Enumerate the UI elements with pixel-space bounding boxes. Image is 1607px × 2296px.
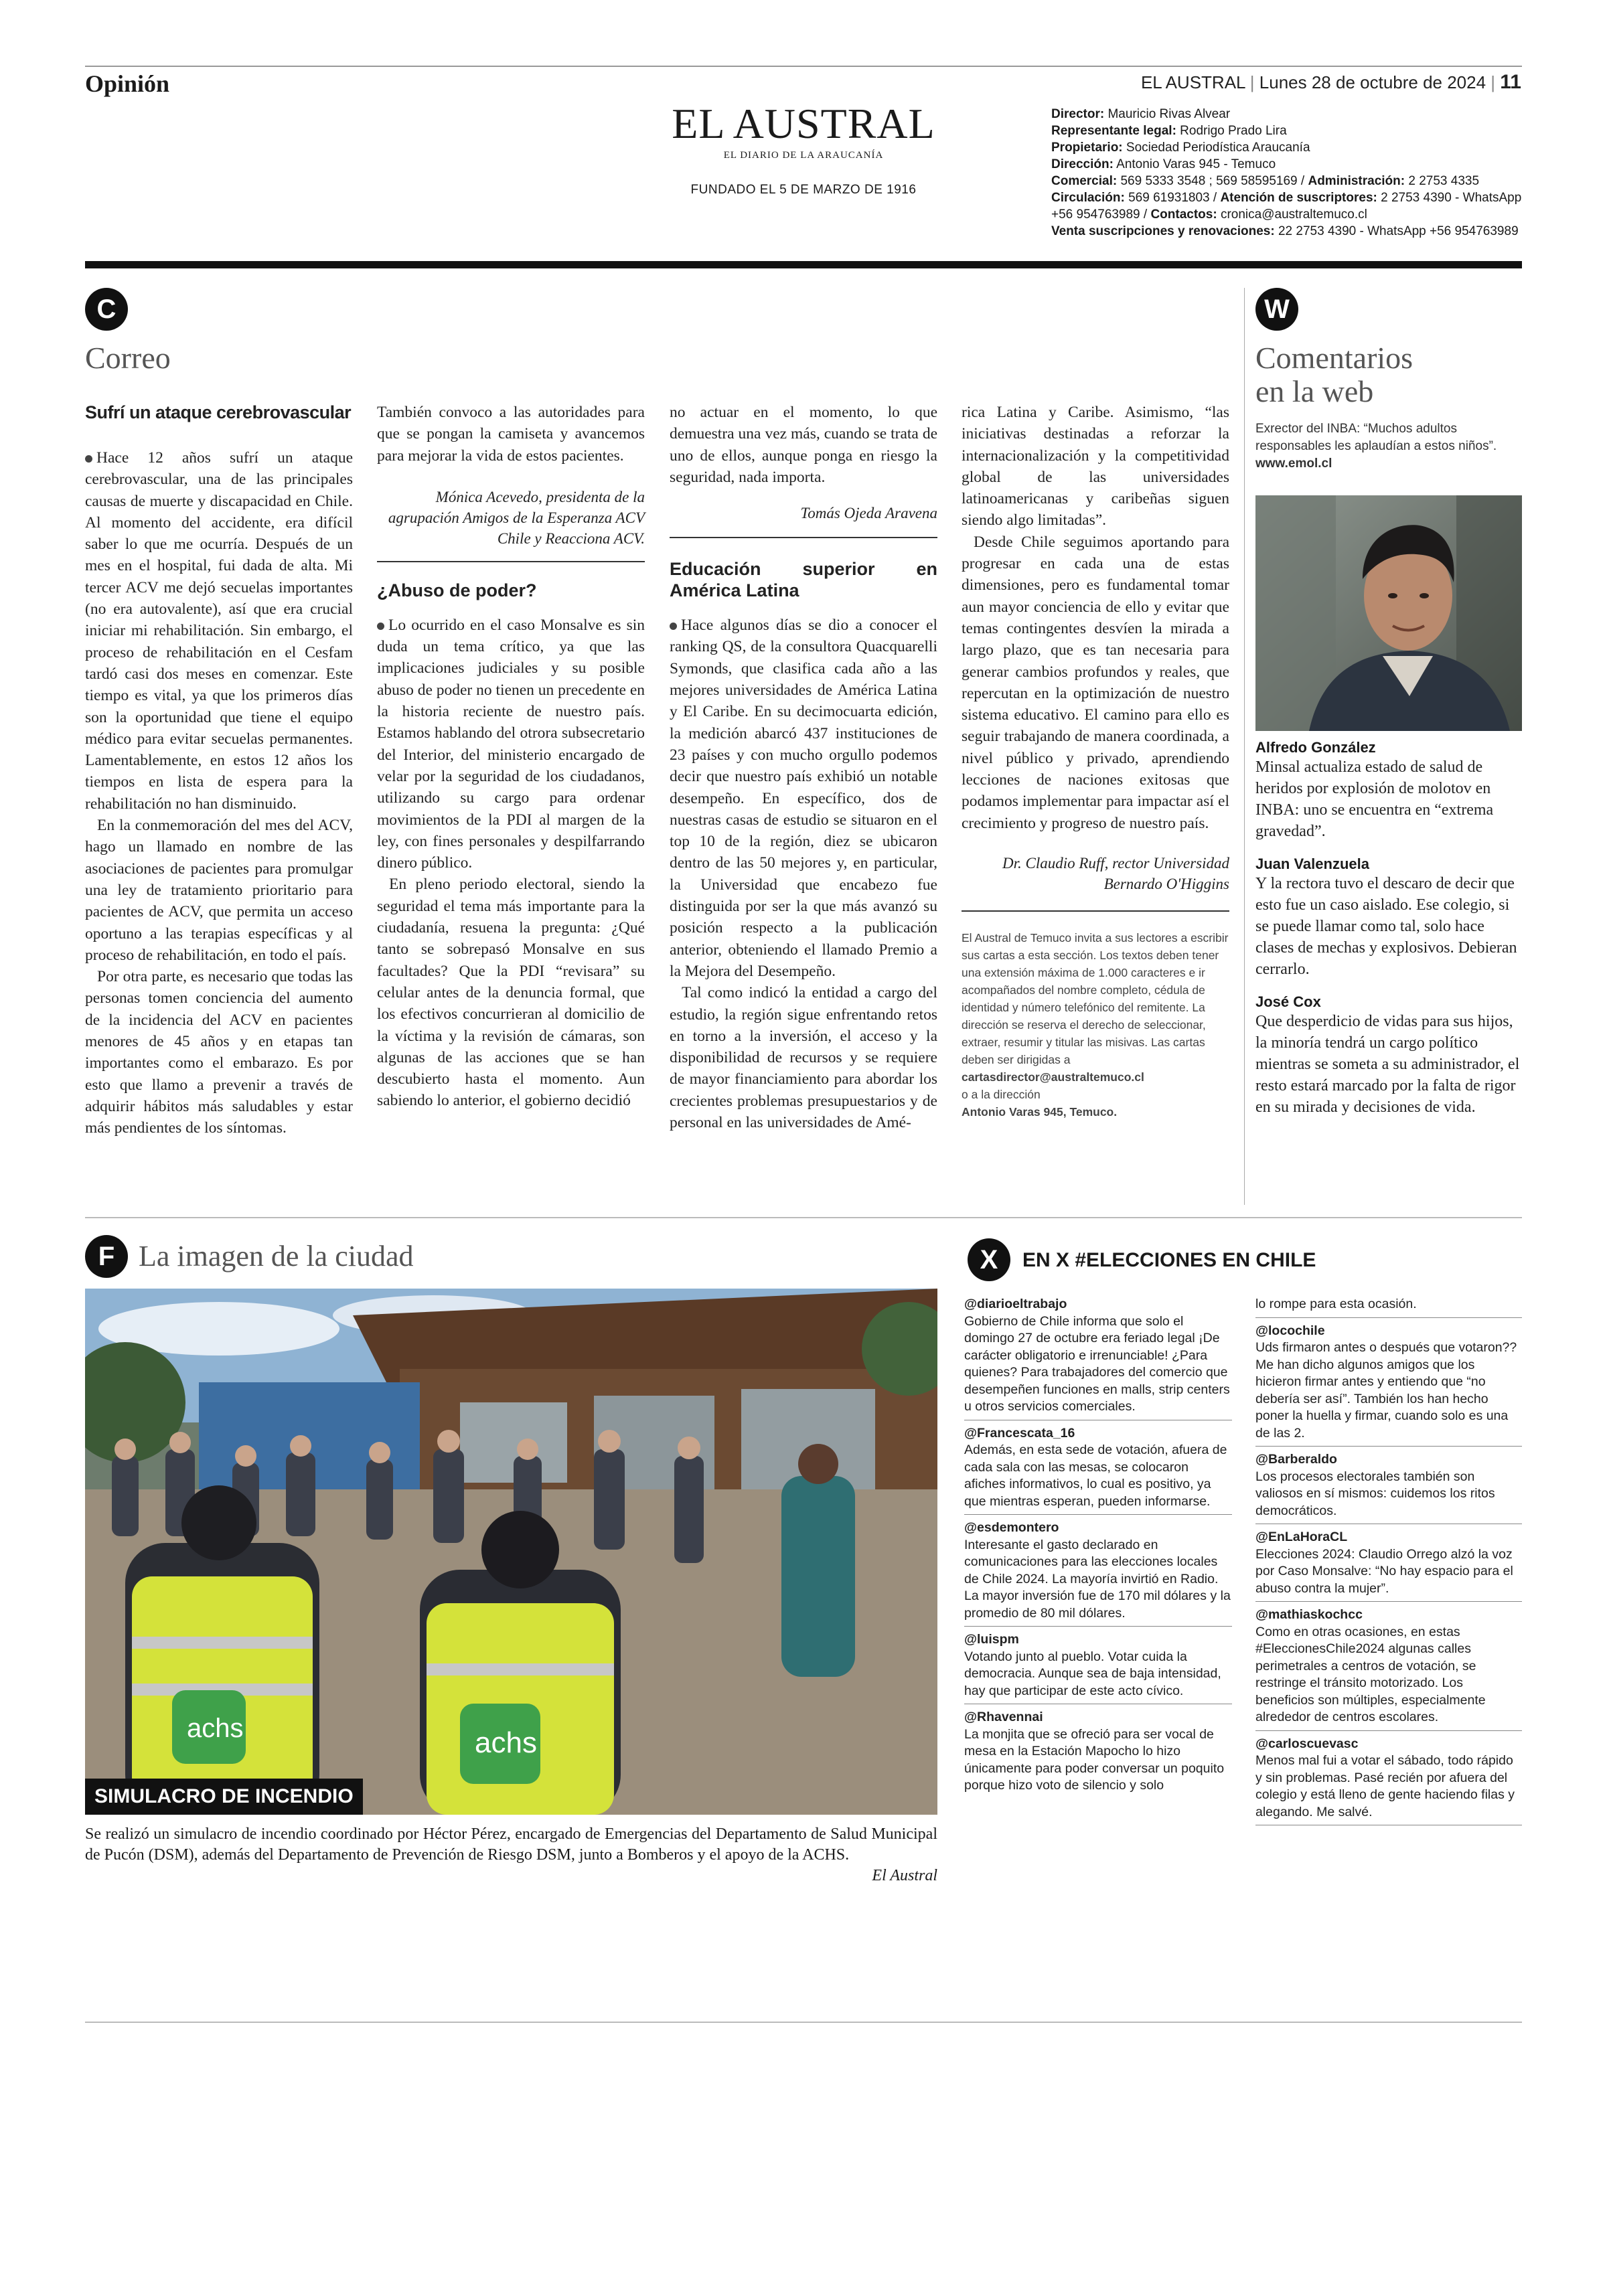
correo-title: Correo <box>85 341 171 375</box>
correo-column-3 <box>670 402 937 1133</box>
x-handle[interactable]: @carloscuevasc <box>1255 1736 1359 1751</box>
divider <box>377 561 645 562</box>
x-column-2 <box>1255 1294 1522 1828</box>
comment-text: Y la rectora tuvo el descaro de decir que esto fue un caso aislado. Ese colegio, si se puede llamar como tal, solo hace clases de mechas y explosivos. Debieran cerrarlo. <box>1255 875 1517 978</box>
x-handle[interactable]: @Rhavennai <box>964 1710 1043 1724</box>
x-handle[interactable]: @mathiaskochcc <box>1255 1607 1363 1622</box>
letter-headline: Sufrí un ataque cerebrovascular <box>85 402 352 422</box>
x-post <box>1255 1527 1522 1602</box>
staff-line: Representante legal: Rodrigo Prado Lira <box>1051 124 1287 138</box>
bullet-icon <box>377 623 384 630</box>
web-comments <box>1255 739 1523 1118</box>
x-column-1 <box>964 1294 1232 1795</box>
header-divider <box>85 261 1522 268</box>
page-folio: EL AUSTRAL | Lunes 28 de octubre de 2024 | 11 <box>1140 71 1521 93</box>
vest-logo-text: achs <box>187 1714 244 1743</box>
masthead-tagline: EL DIARIO DE LA ARAUCANÍA <box>723 150 884 161</box>
section-divider <box>85 1217 1522 1218</box>
comment-author: Juan Valenzuela <box>1255 855 1369 872</box>
letter-paragraph: En la conmemoración del mes del ACV, hago un llamado en nombre de las asociaciones de pacientes para promulgar una ley de tratamiento prioritario para pacientes de ACV, que permita un acceso oportuno a las terapias específicas y al proceso de rehabilitación, en todo el país. <box>85 817 353 964</box>
divider <box>962 910 1229 912</box>
staff-line: Comercial: 569 5333 3548 ; 569 58595169 / Administración: 2 2753 4335 <box>1051 174 1480 188</box>
imagen-badge: F <box>85 1235 128 1278</box>
letter-paragraph: También convoco a las autoridades para que se pongan la camiseta y avancemos para mejorar la vida de estos pacientes. <box>377 404 645 465</box>
submission-address: Antonio Varas 945, Temuco. <box>962 1104 1118 1119</box>
x-post-text: Menos mal fui a votar el sábado, todo rápido y sin problemas. Pasé recién por afuera del colegio y está lleno de gente haciendo filas y alegando. Me salvé. <box>1255 1753 1515 1819</box>
web-comment <box>1255 855 1523 980</box>
comment-author: Alfredo González <box>1255 739 1376 756</box>
x-post <box>964 1629 1232 1704</box>
staff-line: Propietario: Sociedad Periodística Araucanía <box>1051 141 1310 155</box>
letter-paragraph: Hace 12 años sufrí un ataque cerebrovascular, una de las principales causas de muerte y discapacidad en Chile. Al momento del accidente, era difícil saber lo que me ocurría. Después de un mes en el hospital, fui dada de alta. Mi tercer ACV me dejó secuelas importantes (no era autovalente), así que era crucial iniciar mi rehabilitación. Sin embargo, el proceso de rehabilitación en el Cesfam tardó casi dos meses en comenzar. Este tiempo es vital, ya que los primeros días son la oportunidad que tiene el equipo médico para evitar secuelas permanentes. Lamentablemente, en estos 12 años los tiempos en lista de espera para la rehabilitación no han disminuido. <box>85 449 353 813</box>
folio-page: 11 <box>1500 71 1521 93</box>
letter-signature: Mónica Acevedo, presidenta de la agrupación Amigos de la Esperanza ACV Chile y Reacciona ACV. <box>388 488 645 547</box>
correo-column-4 <box>962 402 1229 1121</box>
comment-author: José Cox <box>1255 993 1321 1010</box>
comment-text: Minsal actualiza estado de salud de heridos por explosión de molotov en INBA: uno se encuentra en “extrema gravedad”. <box>1255 758 1494 840</box>
folio-date: Lunes 28 de octubre de 2024 <box>1259 72 1486 92</box>
x-post-text: Los procesos electorales también son valiosos en sí mismos: cuidemos los ritos democráticos. <box>1255 1469 1495 1518</box>
x-post-text: Votando junto al pueblo. Votar cuida la democracia. Aunque sea de baja intensidad, hay que participar de este acto cívico. <box>964 1649 1221 1698</box>
masthead-founded: FUNDADO EL 5 DE MARZO DE 1916 <box>690 183 917 197</box>
x-post-continuation: lo rompe para esta ocasión. <box>1255 1294 1522 1318</box>
masthead <box>670 99 937 197</box>
x-post <box>964 1518 1232 1627</box>
x-handle[interactable]: @Francescata_16 <box>964 1425 1075 1441</box>
x-handle[interactable]: @luispm <box>964 1632 1019 1647</box>
letter-paragraph: Hace algunos días se dio a conocer el ranking QS, de la consultora Quacquarelli Symonds, que clasifica cada año a las mejores universidades de América Latina y El Caribe. En su decimocuarta edición, la medición abarcó 437 instituciones de 23 países y con mucho orgullo podemos decir que nuestro país exhibió un notable desempeño. En específico, dos de nuestras casas de estudio se situaron en el top 10 de la región, diez se ubicaron dentro de las 50 mejores y, en particular, la Universidad que encabezo fue distinguida por ser la que más avanzó su posición respecto a la publicación anterior, obteniendo el llamado Premio a la Mejora del Desempeño. <box>670 617 937 980</box>
web-badge: W <box>1255 288 1298 331</box>
x-post <box>964 1707 1232 1795</box>
x-title: EN X #ELECCIONES EN CHILE <box>1022 1249 1316 1271</box>
x-post-text: Además, en esta sede de votación, afuera de cada sala con las mesas, se colocaron afiches informativos, lo cual es positivo, ya que mientras esperan, pueden informarse. <box>964 1443 1227 1509</box>
web-intro: Exrector del INBA: “Muchos adultos responsables les aplaudían a estos niños”. www.emol.cl <box>1255 422 1497 471</box>
photo-caption <box>85 1824 937 1886</box>
photo-tag: SIMULACRO DE INCENDIO <box>85 1779 363 1815</box>
x-post <box>1255 1321 1522 1447</box>
bullet-icon <box>670 623 677 630</box>
correo-badge: C <box>85 288 128 331</box>
comment-text: Que desperdicio de vidas para sus hijos, la minoría tendrá un cargo político mientras se someta a su administrador, el resto estará marcado por la falta de rigor en su mirada y decisiones de vida. <box>1255 1013 1520 1116</box>
staff-line: Venta suscripciones y renovaciones: 22 2753 4390 - WhatsApp +56 954763989 <box>1051 224 1519 238</box>
x-post-text: Elecciones 2024: Claudio Orrego alzó la voz por Caso Monsalve: “No hay espacio para el abuso contra la mujer”. <box>1255 1546 1513 1596</box>
x-post <box>1255 1734 1522 1826</box>
letter-paragraph: Tal como indicó la entidad a cargo del estudio, la región sigue enfrentando retos en torno a la inversión, el acceso y la disponibilidad de recursos y se requiere de mayor financiamiento para abordar los crecientes problemas presupuestarios y de personal en las universidades de Amé- <box>670 984 937 1132</box>
submission-note: El Austral de Temuco invita a sus lectores a escribir sus cartas a esta sección. Los textos deben tener una extensión máxima de 1.000 caracteres e ir acompañados del nombre completo, cédula de identidad y número telefónico del remitente. La dirección se reserva el derecho de seleccionar, extraer, resumir y titular las misivas. Las cartas deben ser dirigidas a cartasdirector@australtemuco.cl o a la dirección Antonio Varas 945, Temuco. <box>962 930 1229 1119</box>
photo-credit: El Austral <box>872 1867 937 1884</box>
x-post-text: Gobierno de Chile informa que solo el domingo 27 de octubre era feriado legal ¡De carácter obligatorio e irrenunciable! ¿Para quienes? Para trabajadores del comercio que desempeñen funciones en malls, strip centers u otros servicios comerciales. <box>964 1313 1230 1414</box>
letter-paragraph: Desde Chile seguimos aportando para progresar en cada una de estas dimensiones, pero es fundamental tomar aun mayor conciencia de ello y evitar que temas contingentes desvíen la mirada a largo plazo, que es tan necesaria para generar cambios profundos y reales, que repercutan en la optimización de nuestro sistema educativo. El camino para ello es seguir trabajando de manera coordinada, a nivel público y privado, aprendiendo lecciones de naciones exitosas que podamos implementar para impactar así el crecimiento y progreso de nuestro país. <box>962 533 1229 832</box>
correo-column-1 <box>85 402 353 1139</box>
staff-line: Circulación: 569 61931803 / Atención de suscriptores: 2 2753 4390 - WhatsApp +56 954763989 / Contactos: cronica@australtemuco.cl <box>1051 191 1522 222</box>
staff-box <box>1051 106 1533 240</box>
x-handle[interactable]: @Barberaldo <box>1255 1452 1337 1467</box>
caption-text: Se realizó un simulacro de incendio coordinado por Héctor Pérez, encargado de Emergencias del Departamento de Salud Municipal de Pucón (DSM), además del Departamento de Prevención de Riesgo DSM, junto a Bomberos y el apoyo de la ACHS. <box>85 1825 937 1864</box>
submission-email[interactable]: cartasdirector@australtemuco.cl <box>962 1070 1144 1084</box>
x-post <box>1255 1605 1522 1731</box>
x-handle[interactable]: @EnLaHoraCL <box>1255 1530 1348 1544</box>
bottom-rule <box>85 2022 1522 2023</box>
letter-paragraph: no actuar en el momento, lo que demuestra una vez más, cuando se trata de uno de ellos, aunque ponga en riesgo la seguridad, nada importa. <box>670 404 937 486</box>
web-comment <box>1255 739 1523 842</box>
column-divider <box>1244 288 1245 1205</box>
letter-paragraph: rica Latina y Caribe. Asimismo, “las iniciativas destinadas a reforzar la internacionalización y la competitividad global de las universidades latinoamericanas y caribeñas siguen siendo algo limitadas”. <box>962 404 1229 529</box>
staff-line: Dirección: Antonio Varas 945 - Temuco <box>1051 157 1276 171</box>
city-photo <box>85 1289 937 1815</box>
x-post-text: La monjita que se ofreció para ser vocal de mesa en la Estación Mapocho lo hizo únicamente para poder conversar un poquito porque hizo voto de silencio y solo <box>964 1726 1225 1793</box>
letter-headline: ¿Abuso de poder? <box>377 580 537 600</box>
x-post-text: Interesante el gasto declarado en comunicaciones para las elecciones locales de Chile 2024. La mayoría invirtió en Radio. La mayor inversión fue de 170 mil dólares y la promedio de 80 mil dólares. <box>964 1537 1231 1621</box>
correo-column-2 <box>377 402 645 1112</box>
x-post <box>1255 1449 1522 1524</box>
bullet-icon <box>85 455 92 463</box>
section-label: Opinión <box>85 70 170 97</box>
letter-paragraph: Lo ocurrido en el caso Monsalve es sin duda un tema crítico, ya que las implicaciones judiciales y su posible abuso de poder no tienen un precedente en la historia reciente de nuestro país. Estamos hablando del otrora subsecretario del Interior, del ministerio encargado de velar por la seguridad de los ciudadanos, utilizando su cargo para ordenar movimientos de la PDI al margen de la ley, con fines personales y despilfarrando dinero público. <box>377 616 645 872</box>
x-handle[interactable]: @diarioeltrabajo <box>964 1297 1067 1311</box>
portrait-image <box>1255 495 1522 731</box>
staff-line: Director: Mauricio Rivas Alvear <box>1051 107 1231 121</box>
letter-paragraph: Por otra parte, es necesario que todas las personas tomen conciencia del aumento de la incidencia del ACV en pacientes menores de 45 años y en etapas tan importantes como el embarazo. Es por esto que llamo a prevenir a través de adquirir hábitos más saludables y estar más pendientes de los síntomas. <box>85 968 353 1137</box>
letter-signature: Dr. Claudio Ruff, rector Universidad Bernardo O'Higgins <box>1002 854 1229 892</box>
letter-paragraph: En pleno periodo electoral, siendo la seguridad el tema más importante para la ciudadanía, resuena la pregunta: ¿Qué tanto se sobrepasó Monsalve en sus facultades? Que la PDI “revisara” su celular antes de la denuncia formal, que los efectivos concurrieran al domicilio de la víctima y la revisión de cámaras, son algunas de las acciones que se han descubierto hasta el momento. Aun sabiendo lo anterior, el gobierno decidió <box>377 876 645 1110</box>
x-handle[interactable]: @locochile <box>1255 1323 1325 1338</box>
web-title: Comentarios en la web <box>1255 341 1413 408</box>
x-post-text: Como en otras ocasiones, en estas #EleccionesChile2024 algunas calles perimetrales a centros de votación, se restringe el tránsito motorizado. Los beneficios son múltiples, especialmente alrededor de centros escolares. <box>1255 1624 1486 1724</box>
drill-scene-image <box>85 1289 937 1815</box>
letter-signature: Tomás Ojeda Aravena <box>800 505 937 522</box>
x-badge: X <box>968 1238 1010 1281</box>
masthead-name: EL AUSTRAL <box>672 100 935 147</box>
x-post-text: Uds firmaron antes o después que votaron?? Me han dicho algunos amigos que los hicieron firmar antes y entiendo que “no debería ser así”. También los han hecho poner la huella y firmar, cuando solo es una de las 2. <box>1255 1340 1517 1441</box>
web-comment <box>1255 993 1523 1118</box>
x-post <box>964 1294 1232 1420</box>
imagen-title: La imagen de la ciudad <box>139 1240 414 1273</box>
x-handle[interactable]: @esdemontero <box>964 1520 1059 1535</box>
top-rule <box>85 66 1522 67</box>
commenter-photo <box>1255 495 1522 731</box>
letter-headline: Educación superior en América Latina <box>670 559 937 601</box>
x-post <box>964 1423 1232 1515</box>
vest-logo-text: achs <box>475 1726 537 1759</box>
web-site-link[interactable]: www.emol.cl <box>1255 457 1332 471</box>
folio-paper: EL AUSTRAL <box>1140 72 1245 92</box>
divider <box>670 537 937 538</box>
